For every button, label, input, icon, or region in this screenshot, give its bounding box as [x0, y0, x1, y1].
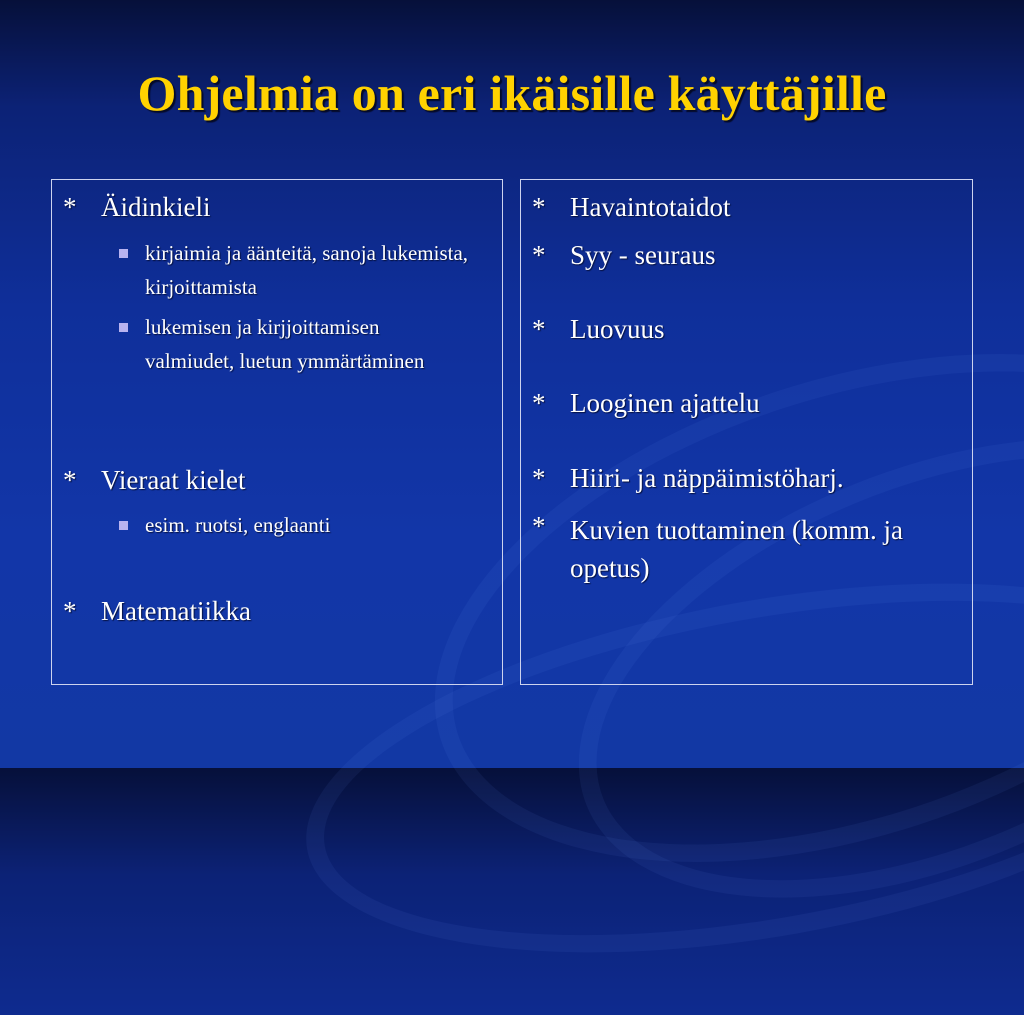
sub-list-item [145, 310, 465, 378]
asterisk-marker: * [532, 511, 546, 541]
list-item-label: Vieraat kielet [101, 465, 246, 495]
asterisk-marker: * [63, 192, 77, 222]
square-bullet-icon [119, 323, 128, 332]
list-item-label: Looginen ajattelu [570, 388, 760, 418]
sub-list-item-text: lukemisen ja kirjjoittamisen valmiudet, luetun ymmärtäminen [145, 315, 425, 373]
list-item-label: Hiiri- ja näppäimistöharj. [570, 463, 844, 493]
list-item-label: Matematiikka [101, 596, 251, 626]
slide-title: Ohjelmia on eri ikäisille käyttäjille [137, 65, 887, 121]
asterisk-marker: * [532, 314, 546, 344]
sub-list-item [145, 508, 475, 542]
asterisk-marker: * [532, 240, 546, 270]
right-content-box [520, 179, 973, 685]
list-item-label: Syy - seuraus [570, 240, 716, 270]
list-item-label: Kuvien tuottaminen (komm. ja opetus) [570, 515, 903, 583]
sub-list-item-text: kirjaimia ja äänteitä, sanoja lukemista, kirjoittamista [145, 241, 469, 299]
left-content-box [51, 179, 503, 685]
square-bullet-icon [119, 249, 128, 258]
sub-list-item-text: esim. ruotsi, englaanti [145, 513, 331, 537]
square-bullet-icon [119, 521, 128, 530]
list-item-label: Äidinkieli [101, 192, 211, 222]
asterisk-marker: * [532, 388, 546, 418]
asterisk-marker: * [532, 192, 546, 222]
list-item-label: Havaintotaidot [570, 192, 731, 222]
list-item-label: Luovuus [570, 314, 665, 344]
asterisk-marker: * [532, 463, 546, 493]
asterisk-marker: * [63, 465, 77, 495]
asterisk-marker: * [63, 596, 77, 626]
sub-list-item [145, 236, 475, 304]
